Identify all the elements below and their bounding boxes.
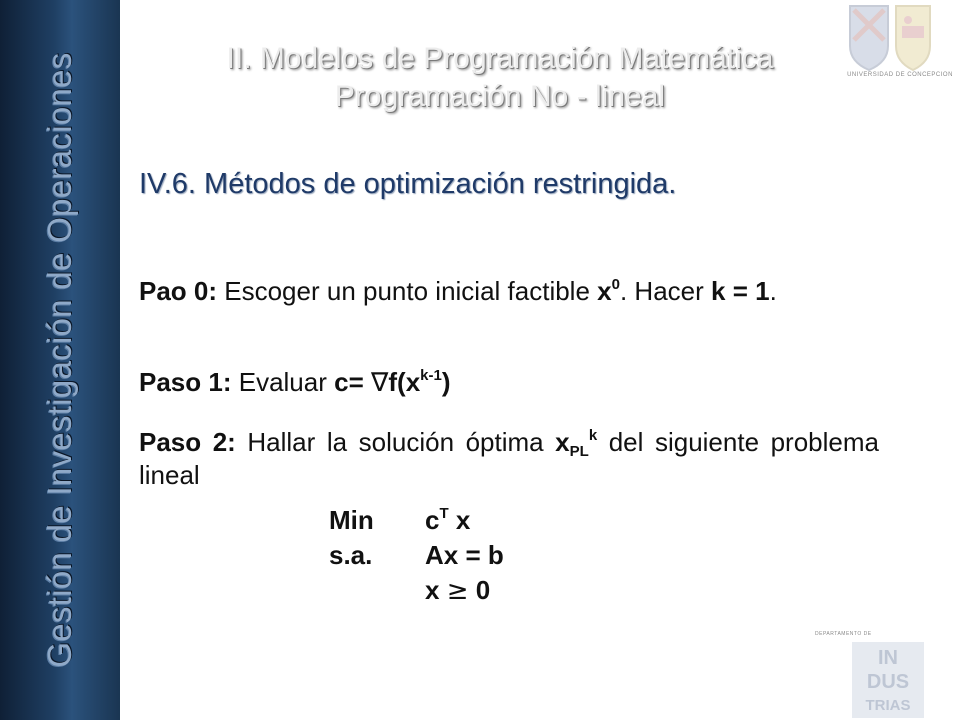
step-0-var: x (597, 276, 612, 306)
logo-letters-3: TRIAS (865, 697, 911, 714)
step-2-var: x (555, 427, 570, 457)
lp-min-label: Min (329, 505, 374, 535)
step-1-text: Evaluar (231, 367, 335, 397)
lp-objective-x: x (448, 505, 471, 535)
industrias-logo-icon (810, 628, 960, 720)
lp-objective-sup: T (439, 505, 449, 522)
logo-letters-2: DUS (866, 671, 910, 693)
step-1-label: Paso 1: (139, 367, 232, 397)
lp-objective (425, 505, 470, 536)
lp-subject-to-label: s.a. (329, 540, 373, 570)
sidebar (0, 0, 120, 720)
geq-symbol: ≥ (446, 576, 469, 606)
step-2-text: Hallar la solución óptima (235, 427, 556, 457)
step-0-period: . (769, 276, 777, 306)
sidebar-vertical-title: Gestión de Investigación de Operaciones (41, 52, 78, 668)
step-1-expr-sup: k-1 (420, 367, 442, 384)
lp-objective-c: c (425, 505, 440, 535)
slide-title-line2: Programación No - lineal (334, 80, 666, 113)
lp-nonneg-x: x (425, 575, 447, 605)
step-1-expr-a: c= (334, 367, 371, 397)
step-0-text: Escoger un punto inicial factible (217, 276, 598, 306)
step-2 (139, 426, 879, 492)
lp-constraint-nonnegativity (425, 575, 490, 606)
logo-letters-1: IN (878, 647, 898, 669)
section-heading: IV.6. Métodos de optimización restringida. (139, 168, 677, 200)
step-2-label: Paso 2: (139, 427, 236, 457)
slide-title-line1: II. Modelos de Programación Matemática (226, 42, 774, 75)
step-2-text-b: del siguiente problema lineal (139, 427, 879, 490)
step-0-k: k = 1 (711, 276, 770, 306)
step-0-var-sup: 0 (611, 276, 620, 293)
step-1-expr-c: ) (441, 367, 451, 397)
step-0 (139, 275, 879, 308)
step-1 (139, 366, 879, 400)
nabla-symbol: ∇ (370, 368, 389, 398)
step-2-var-sup: k (588, 427, 598, 444)
step-0-text-b: . Hacer (619, 276, 704, 306)
lp-nonneg-zero: 0 (468, 575, 491, 605)
step-0-label: Pao 0: (139, 276, 218, 306)
step-1-expr-b: f(x (388, 367, 421, 397)
department-caption: DEPARTAMENTO DE (815, 631, 872, 637)
university-caption: UNIVERSIDAD DE CONCEPCION (847, 72, 953, 78)
lp-constraint-equality: Ax = b (425, 540, 504, 570)
step-2-var-sub: PL (569, 443, 589, 460)
